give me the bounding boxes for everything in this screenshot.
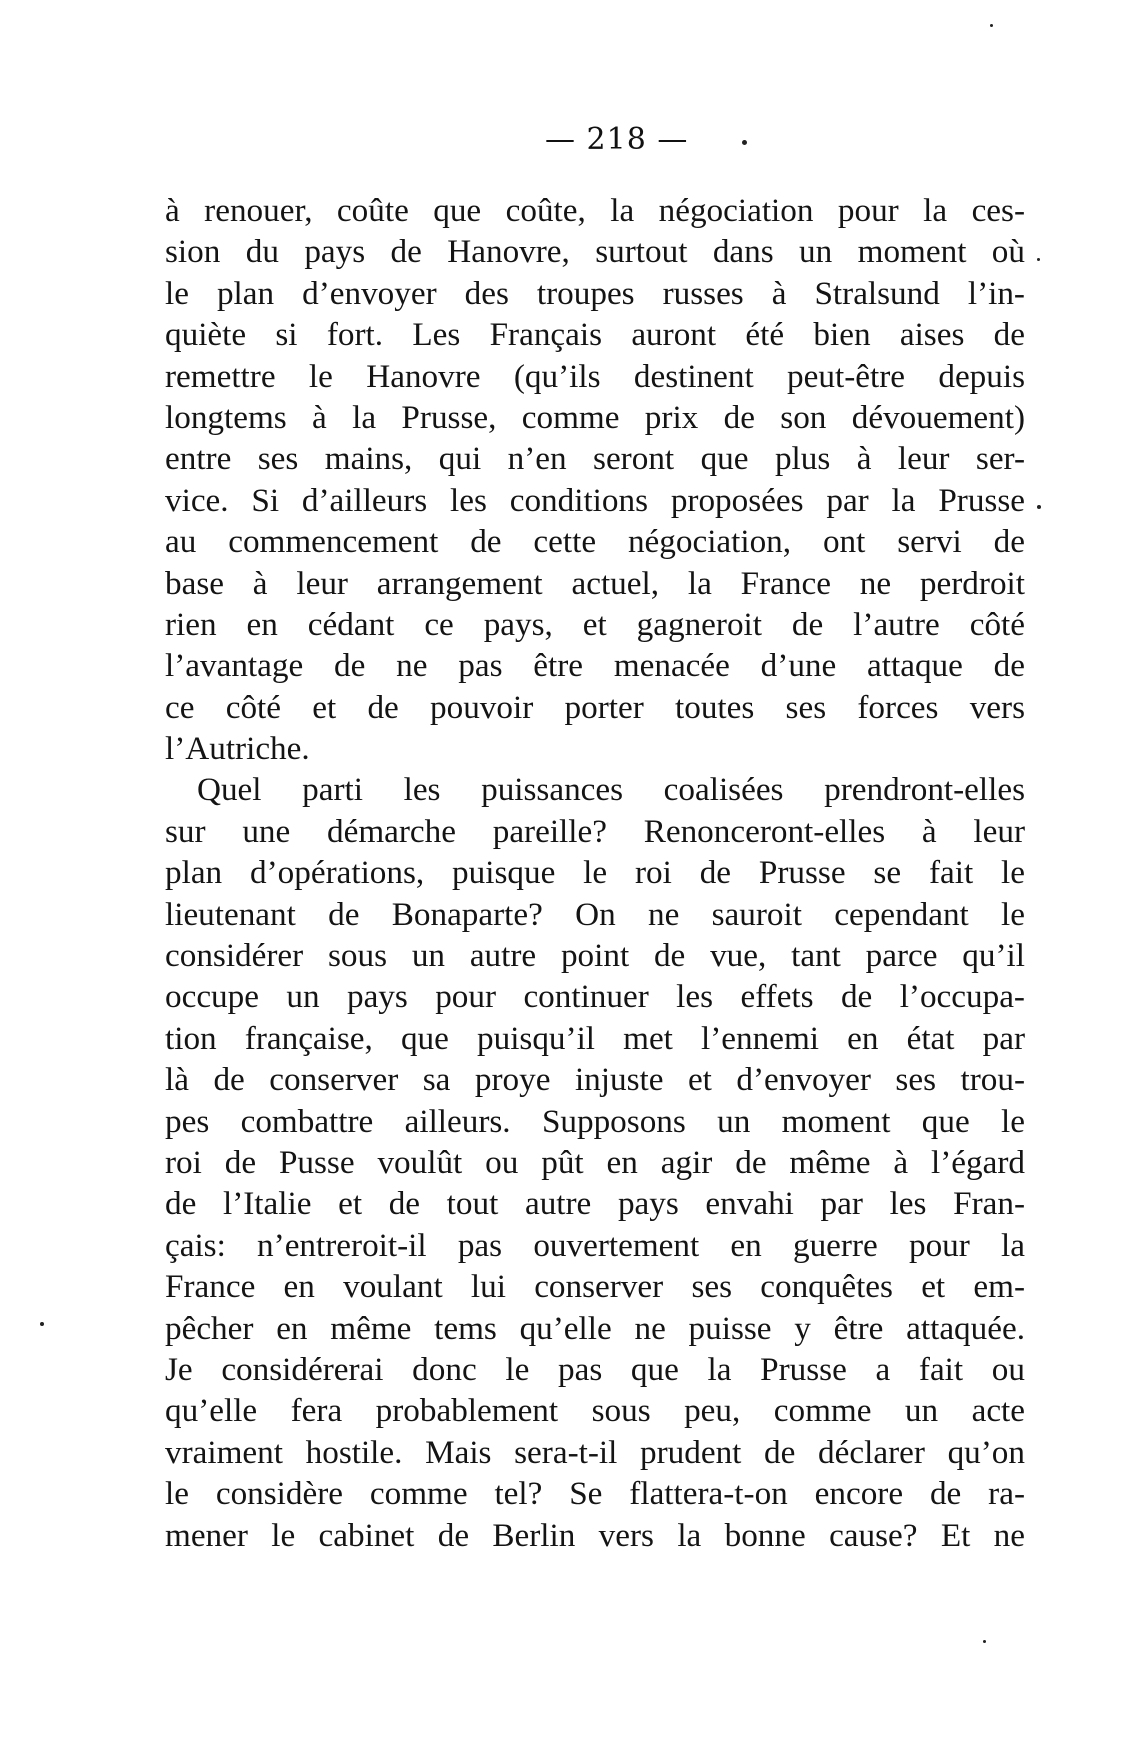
text-line: occupe un pays pour continuer les effets de l’occupa- xyxy=(165,978,1025,1016)
scan-speck xyxy=(1037,505,1041,509)
scan-speck xyxy=(990,24,993,27)
text-line: entre ses mains, qui n’en seront que plus à leur ser- xyxy=(165,440,1025,478)
scan-speck xyxy=(40,1322,44,1326)
text-line: le plan d’envoyer des troupes russes à Stralsund l’in- xyxy=(165,274,1025,312)
page-number: — 218 — xyxy=(545,122,689,157)
body-text xyxy=(165,190,1025,1556)
scan-speck xyxy=(1037,258,1040,261)
scan-speck xyxy=(742,140,747,145)
text-line: çais: n’entreroit-il pas ouvertement en guerre pour la xyxy=(165,1226,1025,1264)
text-line: vraiment hostile. Mais sera-t-il prudent de déclarer qu’on xyxy=(165,1433,1025,1471)
text-line: considérer sous un autre point de vue, tant parce qu’il xyxy=(165,937,1025,975)
text-line: rien en cédant ce pays, et gagneroit de l’autre côté xyxy=(165,605,1025,643)
text-line: tion française, que puisqu’il met l’ennemi en état par xyxy=(165,1019,1025,1057)
text-line: l’Autriche. xyxy=(165,730,310,768)
paragraph-2 xyxy=(165,769,1025,1555)
text-line: France en voulant lui conserver ses conquêtes et em- xyxy=(165,1268,1025,1306)
text-line: à renouer, coûte que coûte, la négociation pour la ces- xyxy=(165,192,1025,229)
text-line: Quel parti les puissances coalisées prendront-elles xyxy=(197,771,1025,809)
text-line: plan d’opérations, puisque le roi de Prusse se fait le xyxy=(165,854,1025,892)
text-line: remettre le Hanovre (qu’ils destinent peut-être depuis xyxy=(165,357,1025,395)
text-line: le considère comme tel? Se flattera-t-on encore de ra- xyxy=(165,1475,1025,1513)
text-line: ce côté et de pouvoir porter toutes ses forces vers xyxy=(165,688,1025,726)
text-line: sur une démarche pareille? Renonceront-elles à leur xyxy=(165,812,1025,850)
scan-speck xyxy=(983,1640,986,1643)
text-line: base à leur arrangement actuel, la France ne perdroit xyxy=(165,564,1025,602)
text-line: là de conserver sa proye injuste et d’envoyer ses trou- xyxy=(165,1061,1025,1099)
text-line: mener le cabinet de Berlin vers la bonne cause? Et ne xyxy=(165,1516,1025,1554)
paragraph-1 xyxy=(165,190,1025,769)
text-line: vice. Si d’ailleurs les conditions proposées par la Prusse xyxy=(165,481,1025,519)
text-line: pêcher en même tems qu’elle ne puisse y être attaquée. xyxy=(165,1309,1025,1347)
text-line: lieutenant de Bonaparte? On ne sauroit cependant le xyxy=(165,895,1025,933)
text-line: Je considérerai donc le pas que la Prusse a fait ou xyxy=(165,1350,1025,1388)
text-line: qu’elle fera probablement sous peu, comme un acte xyxy=(165,1392,1025,1430)
text-line: de l’Italie et de tout autre pays envahi par les Fran- xyxy=(165,1185,1025,1223)
text-line: sion du pays de Hanovre, surtout dans un moment où xyxy=(165,233,1025,271)
text-line: au commencement de cette négociation, ont servi de xyxy=(165,523,1025,561)
text-line: l’avantage de ne pas être menacée d’une attaque de xyxy=(165,647,1025,685)
text-line: longtems à la Prusse, comme prix de son dévouement) xyxy=(165,398,1025,436)
text-line: roi de Pusse voulût ou pût en agir de même à l’égard xyxy=(165,1143,1025,1181)
text-line: pes combattre ailleurs. Supposons un moment que le xyxy=(165,1102,1025,1140)
text-line: quiète si fort. Les Français auront été bien aises de xyxy=(165,316,1025,354)
